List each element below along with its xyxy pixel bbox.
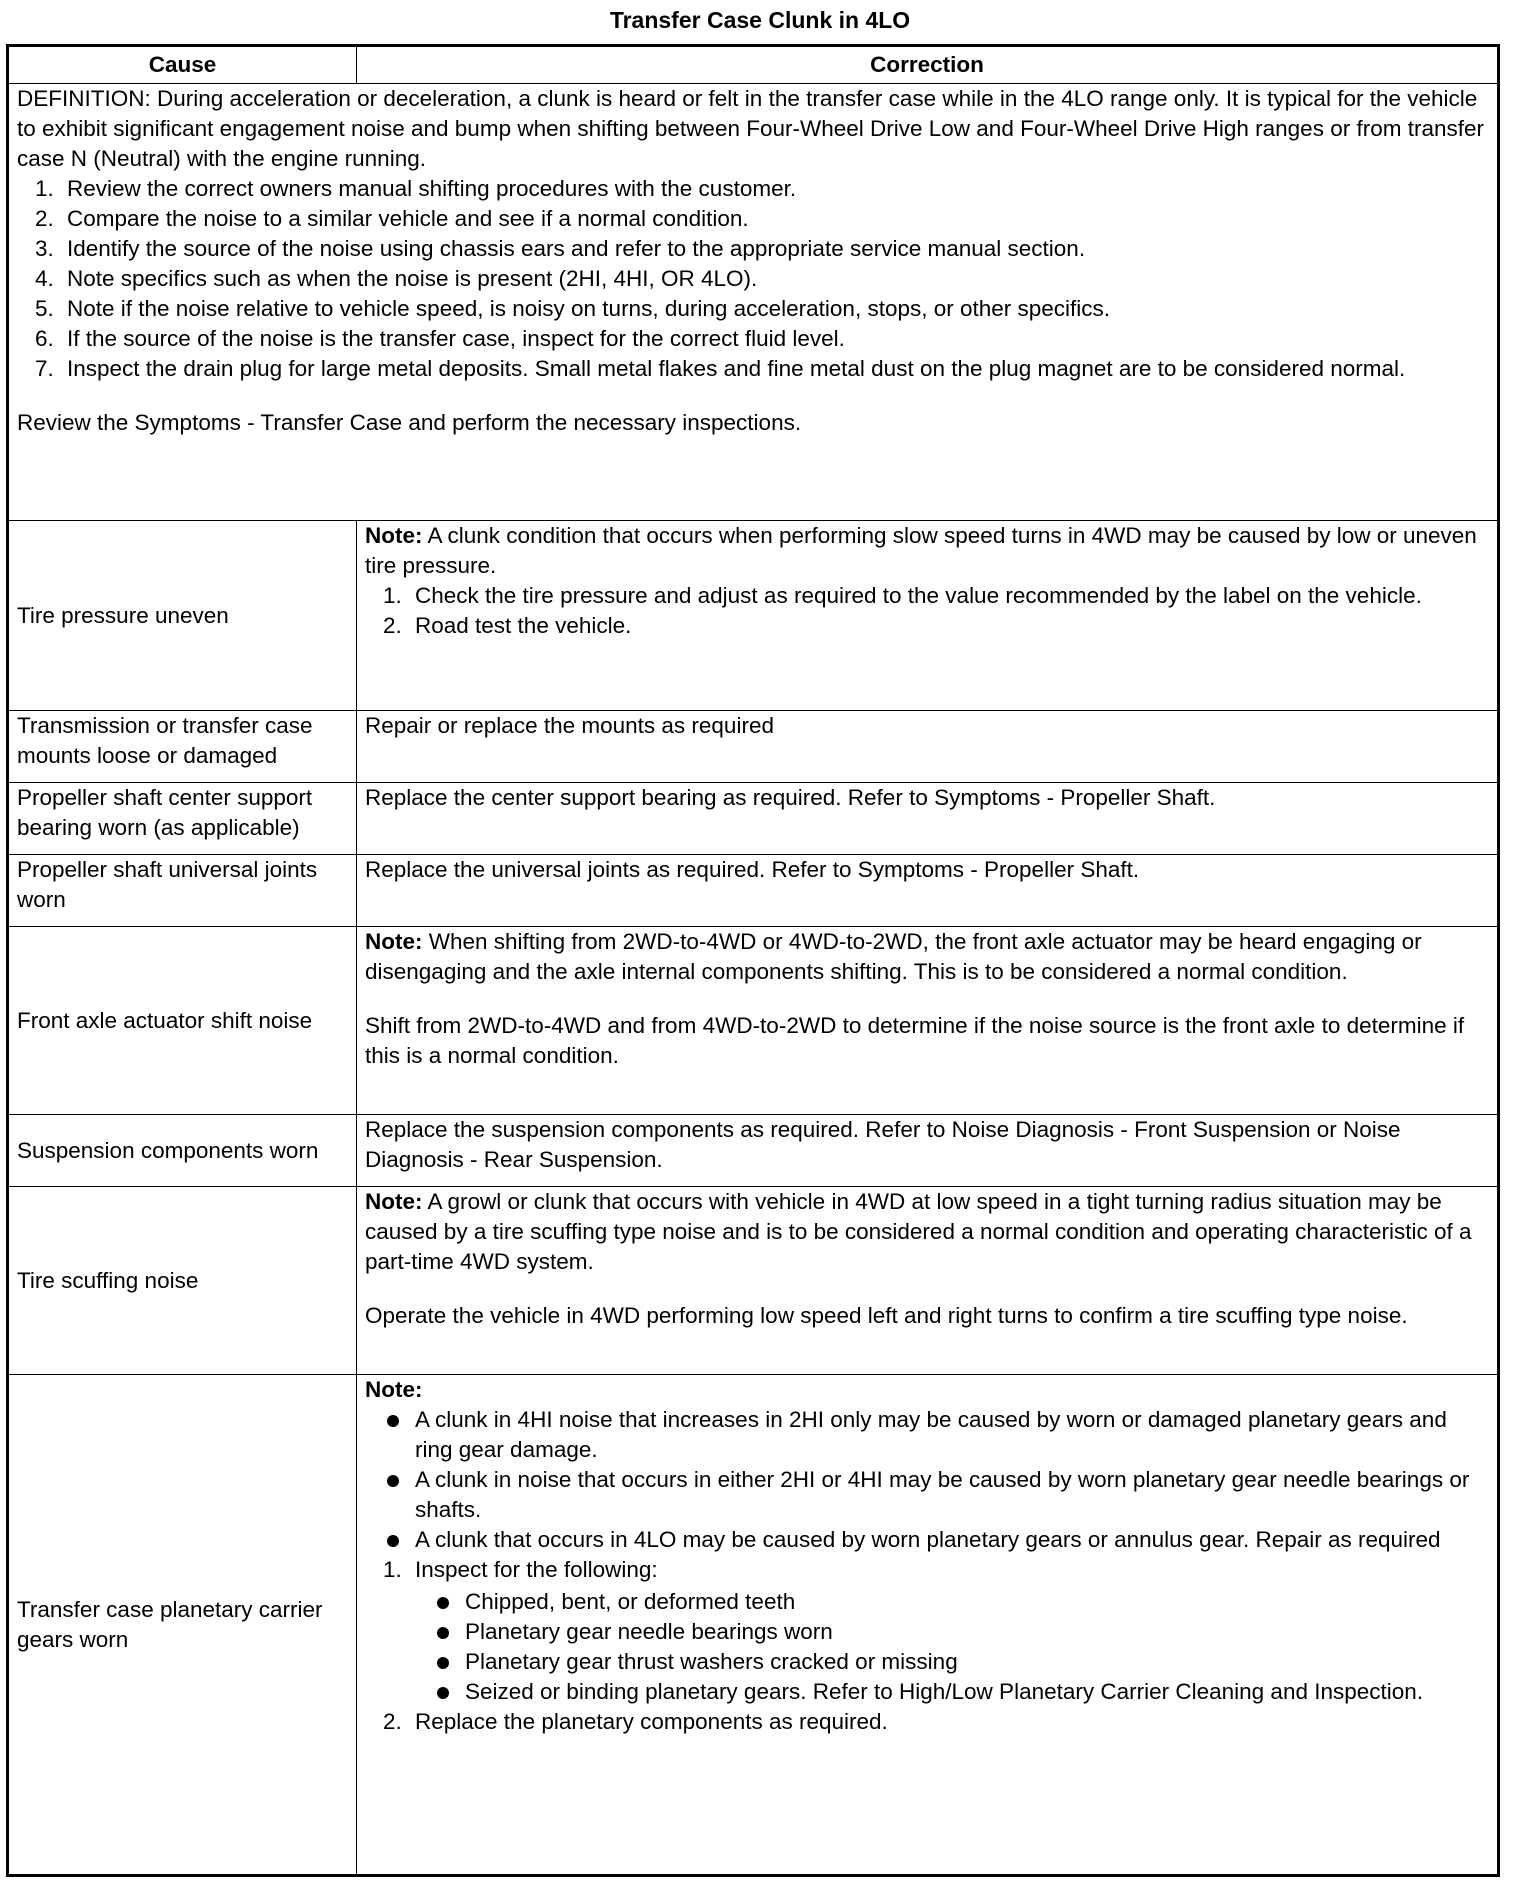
list-item: 1. Inspect for the following: Chipped, bent, or deformed teeth Planetary gear needle bearings worn Planetary gear thrust washers cracked or missing Seized or binding planetary gears. Refer to High/Low Planetary Carrier Cleaning and Inspection. — [365, 1555, 1489, 1707]
cause-cell: Propeller shaft center support bearing worn (as applicable) — [8, 783, 357, 855]
inspection-bullets — [415, 1587, 1489, 1707]
list-item: A clunk in noise that occurs in either 2HI or 4HI may be caused by worn planetary gear needle bearings or shafts. — [365, 1465, 1489, 1525]
note-text: When shifting from 2WD-to-4WD or 4WD-to-2WD, the front axle actuator may be heard engaging or disengaging and the axle internal components shifting. This is to be considered a normal condition. — [365, 929, 1422, 984]
table-row — [8, 855, 1499, 927]
cause-cell: Suspension components worn — [8, 1115, 357, 1187]
correction-steps — [365, 581, 1489, 641]
list-item: 7. Inspect the drain plug for large metal deposits. Small metal flakes and fine metal dust on the plug magnet are to be considered normal. — [35, 356, 1406, 381]
cause-cell: Transfer case planetary carrier gears worn — [8, 1375, 357, 1876]
correction-text: Operate the vehicle in 4WD performing low speed left and right turns to confirm a tire scuffing type noise. — [365, 1303, 1408, 1328]
table-row — [8, 927, 1499, 1115]
table-row — [8, 711, 1499, 783]
table-row — [8, 1187, 1499, 1375]
table-row — [8, 1375, 1499, 1876]
correction-text: Shift from 2WD-to-4WD and from 4WD-to-2WD to determine if the noise source is the front axle to determine if this is a normal condition. — [365, 1013, 1465, 1068]
note-text: A growl or clunk that occurs with vehicle in 4WD at low speed in a tight turning radius situation may be caused by a tire scuffing type noise and is to be considered a normal condition and operating characteristic of a part-time 4WD system. — [365, 1189, 1472, 1274]
definition-row — [8, 84, 1499, 521]
correction-cell: Replace the suspension components as required. Refer to Noise Diagnosis - Front Suspension or Noise Diagnosis - Rear Suspension. — [357, 1115, 1499, 1187]
cause-header: Cause — [8, 46, 357, 84]
definition-text: DEFINITION: During acceleration or deceleration, a clunk is heard or felt in the transfer case while in the 4LO range only. It is typical for the vehicle to exhibit significant engagement noise and bump when shifting between Four-Wheel Drive Low and Four-Wheel Drive High ranges or from transfer case N (Neutral) with the engine running. — [17, 86, 1484, 171]
list-item: 4. Note specifics such as when the noise is present (2HI, 4HI, OR 4LO). — [35, 266, 758, 291]
table-row — [8, 1115, 1499, 1187]
cause-cell: Transmission or transfer case mounts loose or damaged — [8, 711, 357, 783]
list-item: Chipped, bent, or deformed teeth — [415, 1587, 1489, 1617]
cause-cell: Tire pressure uneven — [8, 521, 357, 711]
cause-cell: Propeller shaft universal joints worn — [8, 855, 357, 927]
definition-footer: Review the Symptoms - Transfer Case and perform the necessary inspections. — [17, 410, 802, 435]
table-row — [8, 783, 1499, 855]
note-label: Note: — [365, 929, 423, 954]
correction-cell — [357, 927, 1499, 1115]
correction-cell: Repair or replace the mounts as required — [357, 711, 1499, 783]
correction-cell — [357, 1375, 1499, 1876]
correction-cell — [357, 1187, 1499, 1375]
list-item: Planetary gear thrust washers cracked or missing — [415, 1647, 1489, 1677]
list-item: A clunk that occurs in 4LO may be caused by worn planetary gears or annulus gear. Repair as required — [365, 1525, 1489, 1555]
list-item: 1. Review the correct owners manual shifting procedures with the customer. — [35, 176, 797, 201]
note-text: A clunk condition that occurs when performing slow speed turns in 4WD may be caused by low or uneven tire pressure. — [365, 523, 1477, 578]
table-row — [8, 521, 1499, 711]
list-item: 2. Road test the vehicle. — [383, 613, 632, 638]
list-item: 2. Compare the noise to a similar vehicle and see if a normal condition. — [35, 206, 749, 231]
list-item: 1. Check the tire pressure and adjust as required to the value recommended by the label on the vehicle. — [383, 583, 1422, 608]
diagnosis-table — [6, 44, 1500, 1877]
table-header-row — [8, 46, 1499, 84]
note-bullets — [365, 1405, 1489, 1555]
correction-cell — [357, 521, 1499, 711]
document-title: Transfer Case Clunk in 4LO — [609, 7, 911, 33]
definition-steps — [17, 174, 1489, 384]
cause-cell: Front axle actuator shift noise — [8, 927, 357, 1115]
list-item: 3. Identify the source of the noise using chassis ears and refer to the appropriate service manual section. — [35, 236, 1086, 261]
note-label: Note: — [365, 1377, 423, 1402]
list-item: 2. Replace the planetary components as required. — [383, 1709, 888, 1734]
correction-steps — [365, 1555, 1489, 1737]
cause-cell: Tire scuffing noise — [8, 1187, 357, 1375]
correction-header: Correction — [357, 46, 1499, 84]
note-label: Note: — [365, 1189, 423, 1214]
definition-cell — [8, 84, 1499, 521]
list-item: Planetary gear needle bearings worn — [415, 1617, 1489, 1647]
correction-cell: Replace the universal joints as required. Refer to Symptoms - Propeller Shaft. — [357, 855, 1499, 927]
correction-cell: Replace the center support bearing as required. Refer to Symptoms - Propeller Shaft. — [357, 783, 1499, 855]
list-item: Seized or binding planetary gears. Refer to High/Low Planetary Carrier Cleaning and Inspection. — [415, 1677, 1489, 1707]
list-item: A clunk in 4HI noise that increases in 2HI only may be caused by worn or damaged planetary gears and ring gear damage. — [365, 1405, 1489, 1465]
list-item: 5. Note if the noise relative to vehicle speed, is noisy on turns, during acceleration, stops, or other specifics. — [35, 296, 1111, 321]
note-label: Note: — [365, 523, 423, 548]
list-item: 6. If the source of the noise is the transfer case, inspect for the correct fluid level. — [35, 326, 845, 351]
